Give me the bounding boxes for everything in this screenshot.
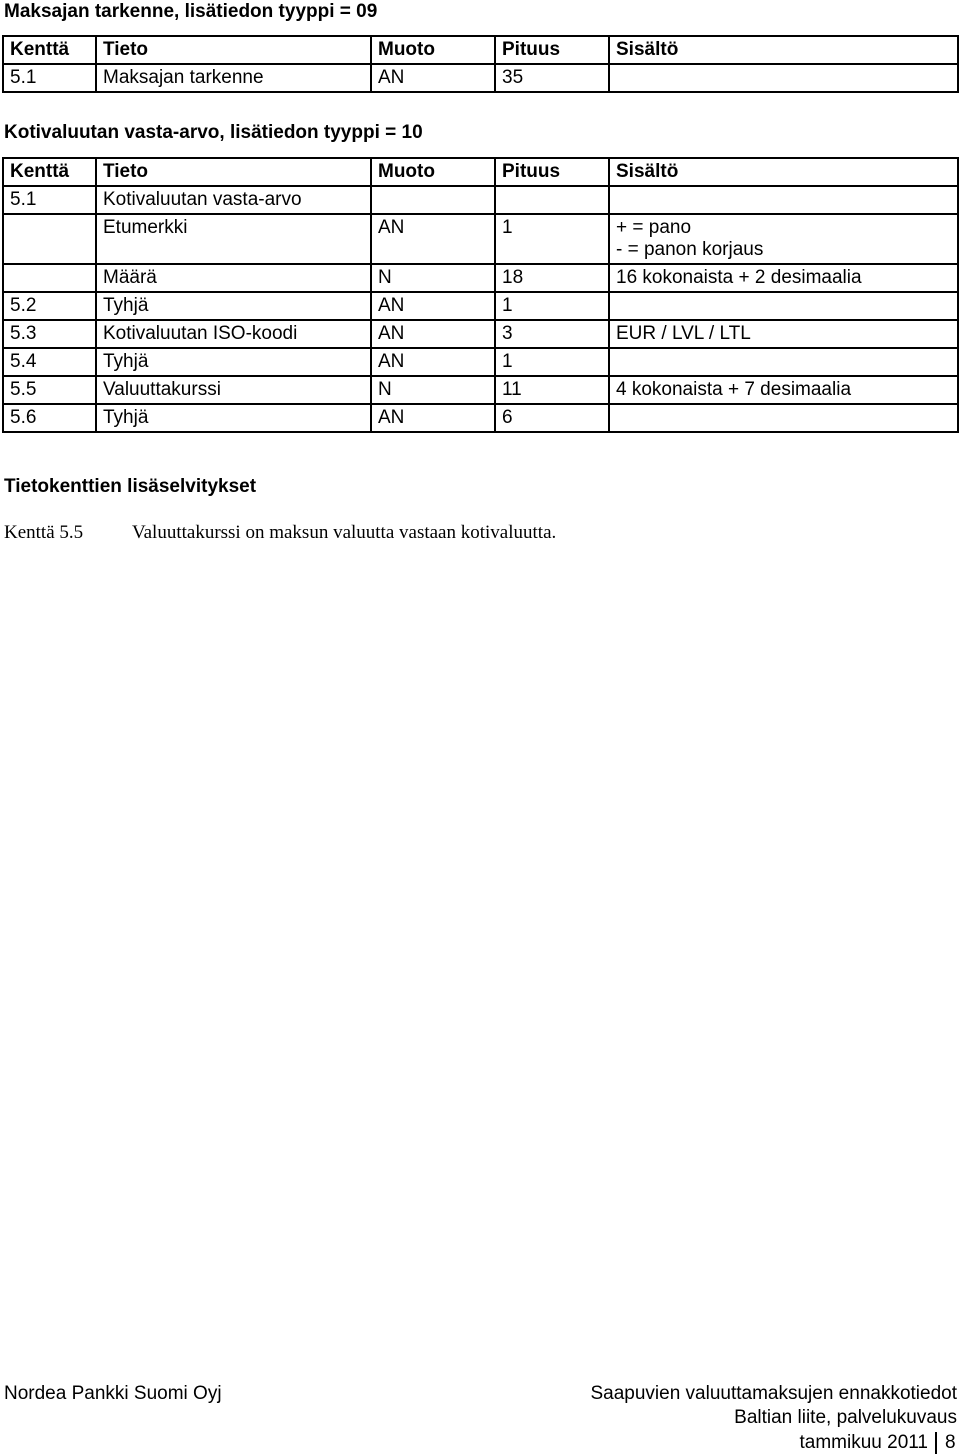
table-cell: [3, 264, 96, 292]
table-cell: N: [371, 376, 495, 404]
table-cell: 5.3: [3, 320, 96, 348]
table-cell: 5.1: [3, 186, 96, 214]
table-cell: N: [371, 264, 495, 292]
table-cell: [609, 186, 958, 214]
page-number: 8: [945, 1432, 956, 1453]
table-cell: 18: [495, 264, 609, 292]
footer-company: Nordea Pankki Suomi Oyj: [4, 1383, 222, 1404]
table-cell: Etumerkki: [96, 214, 371, 264]
table-cell: AN: [371, 64, 495, 92]
table-cell: [3, 214, 96, 264]
table-row: [3, 214, 958, 264]
table-cell: Maksajan tarkenne: [96, 64, 371, 92]
table-header-row: [3, 36, 958, 64]
table-cell: [609, 214, 958, 264]
note-field-label: Kenttä 5.5: [4, 522, 84, 543]
table-cell: 16 kokonaista + 2 desimaalia: [609, 264, 958, 292]
column-header: Kenttä: [3, 158, 96, 186]
table-cell: [371, 186, 495, 214]
table-cell: 1: [495, 292, 609, 320]
column-header: Tieto: [96, 36, 371, 64]
table-row: [3, 264, 958, 292]
note-text: Valuuttakurssi on maksun valuutta vastaan kotivaluutta.: [132, 522, 557, 543]
table-cell: AN: [371, 214, 495, 264]
table-cell: EUR / LVL / LTL: [609, 320, 958, 348]
section-heading: Maksajan tarkenne, lisätiedon tyyppi = 09: [4, 1, 378, 22]
table-cell: 1: [495, 214, 609, 264]
table-row: [3, 186, 958, 214]
table-cell: 4 kokonaista + 7 desimaalia: [609, 376, 958, 404]
table-cell: 11: [495, 376, 609, 404]
table-cell: 5.6: [3, 404, 96, 432]
table-cell: Kotivaluutan ISO-koodi: [96, 320, 371, 348]
table-cell: 5.2: [3, 292, 96, 320]
table-cell: [609, 64, 958, 92]
table-row: [3, 376, 958, 404]
cell-line: - = panon korjaus: [616, 239, 764, 260]
column-header: Muoto: [371, 158, 495, 186]
table-cell: Valuuttakurssi: [96, 376, 371, 404]
column-header: Muoto: [371, 36, 495, 64]
table-header-row: [3, 158, 958, 186]
table-cell: Kotivaluutan vasta-arvo: [96, 186, 371, 214]
table-cell: 3: [495, 320, 609, 348]
table-row: [3, 320, 958, 348]
table-cell: Tyhjä: [96, 348, 371, 376]
table-cell: 35: [495, 64, 609, 92]
table-cell: Määrä: [96, 264, 371, 292]
column-header: Pituus: [495, 36, 609, 64]
column-header: Sisältö: [609, 36, 958, 64]
table-cell: 5.1: [3, 64, 96, 92]
table-cell: [609, 404, 958, 432]
table-cell: AN: [371, 348, 495, 376]
table-cell: Tyhjä: [96, 292, 371, 320]
section-heading: Tietokenttien lisäselvitykset: [4, 476, 257, 497]
table-cell: 6: [495, 404, 609, 432]
section-heading: Kotivaluutan vasta-arvo, lisätiedon tyyppi = 10: [4, 122, 423, 143]
table-row: [3, 404, 958, 432]
data-table: [2, 35, 959, 93]
table-row: [3, 292, 958, 320]
column-header: Sisältö: [609, 158, 958, 186]
table-cell: 1: [495, 348, 609, 376]
column-header: Kenttä: [3, 36, 96, 64]
table-row: [3, 348, 958, 376]
cell-line: + = pano: [616, 217, 692, 238]
column-header: Tieto: [96, 158, 371, 186]
table-cell: [609, 292, 958, 320]
table-cell: Tyhjä: [96, 404, 371, 432]
data-table: [2, 157, 959, 433]
table-cell: [495, 186, 609, 214]
table-cell: AN: [371, 292, 495, 320]
table-cell: AN: [371, 320, 495, 348]
table-cell: 5.4: [3, 348, 96, 376]
table-row: [3, 64, 958, 92]
table-cell: 5.5: [3, 376, 96, 404]
footer-subtitle: Baltian liite, palvelukuvaus: [734, 1407, 957, 1428]
footer-title: Saapuvien valuuttamaksujen ennakkotiedot: [590, 1383, 957, 1404]
footer-date: tammikuu 2011: [799, 1432, 928, 1453]
column-header: Pituus: [495, 158, 609, 186]
table-cell: [609, 348, 958, 376]
table-cell: AN: [371, 404, 495, 432]
